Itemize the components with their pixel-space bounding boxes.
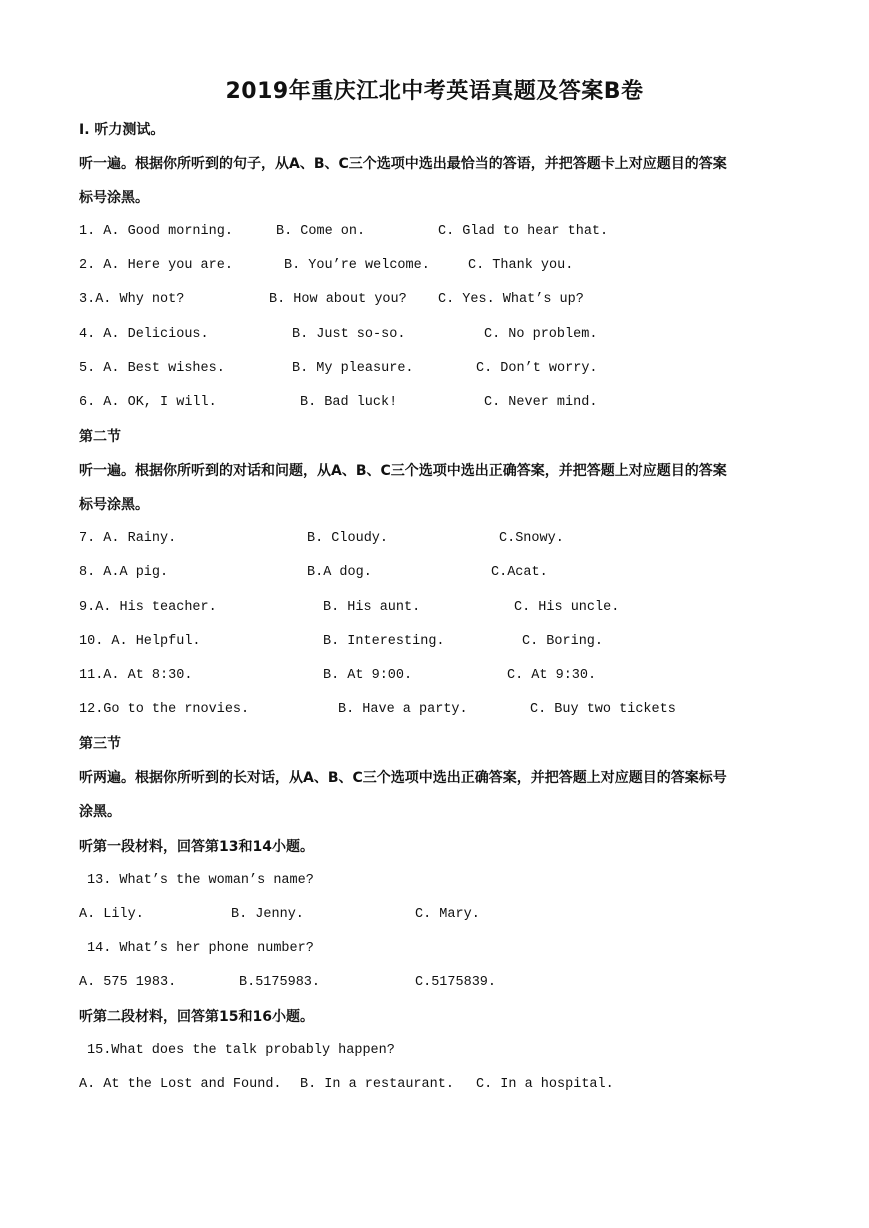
q12-option-c: C. Buy two tickets [530, 702, 676, 717]
section2-instruction-line1: 听一遍。根据你所听到的对话和问题，从A、B、C三个选项中选出正确答案，并把答题上对应题目的答案 [79, 463, 727, 479]
q13-option-a: A. Lily. [79, 907, 144, 922]
passage2-heading: 听第二段材料，回答第15和16小题。 [79, 1009, 314, 1025]
section2-heading: 第二节 [79, 429, 121, 445]
q9-option-c: C. His uncle. [514, 600, 620, 615]
q3-option-c: C. Yes. What’s up? [438, 292, 584, 307]
document-title: 2019年重庆江北中考英语真题及答案B卷 [225, 79, 644, 104]
q5-option-c: C. Don’t worry. [476, 361, 598, 376]
q1-option-c: C. Glad to hear that. [438, 224, 609, 239]
q7-option-b: B. Cloudy. [307, 531, 389, 546]
q5-option-b: B. My pleasure. [292, 361, 414, 376]
q14-option-b: B.5175983. [239, 975, 321, 990]
q15-option-b: B. In a restaurant. [300, 1077, 454, 1092]
q15-option-a: A. At the Lost and Found. [79, 1077, 282, 1092]
q2-option-b: B. You’re welcome. [284, 258, 430, 273]
q13-question: 13. What’s the woman’s name? [87, 873, 314, 888]
section1-instruction-line1: 听一遍。根据你所听到的句子，从A、B、C三个选项中选出最恰当的答语，并把答题卡上对应题目的答案 [79, 156, 727, 172]
q4-option-c: C. No problem. [484, 327, 598, 342]
q14-option-a: A. 575 1983. [79, 975, 177, 990]
section2-instruction-line2: 标号涂黑。 [79, 497, 149, 513]
q9-option-b: B. His aunt. [323, 600, 421, 615]
q1-option-b: B. Come on. [276, 224, 366, 239]
q8-option-c: C.Acat. [491, 565, 548, 580]
q3-option-a: 3.A. Why not? [79, 292, 185, 307]
q2-option-c: C. Thank you. [468, 258, 574, 273]
q2-option-a: 2. A. Here you are. [79, 258, 233, 273]
section1-instruction-line2: 标号涂黑。 [79, 190, 149, 206]
q1-option-a: 1. A. Good morning. [79, 224, 233, 239]
q4-option-a: 4. A. Delicious. [79, 327, 209, 342]
q3-option-b: B. How about you? [269, 292, 407, 307]
q14-option-c: C.5175839. [415, 975, 497, 990]
q12-option-a: 12.Go to the rnovies. [79, 702, 250, 717]
q11-option-a: 11.A. At 8:30. [79, 668, 193, 683]
q7-option-a: 7. A. Rainy. [79, 531, 177, 546]
q10-option-b: B. Interesting. [323, 634, 445, 649]
q4-option-b: B. Just so-so. [292, 327, 406, 342]
q9-option-a: 9.A. His teacher. [79, 600, 217, 615]
q10-option-c: C. Boring. [522, 634, 604, 649]
section3-instruction-line2: 涂黑。 [79, 804, 121, 820]
q12-option-b: B. Have a party. [338, 702, 468, 717]
q11-option-c: C. At 9:30. [507, 668, 597, 683]
q6-option-b: B. Bad luck! [300, 395, 398, 410]
section3-instruction-line1: 听两遍。根据你所听到的长对话，从A、B、C三个选项中选出正确答案，并把答题上对应题目的答案标号 [79, 770, 727, 786]
q5-option-a: 5. A. Best wishes. [79, 361, 225, 376]
q13-option-b: B. Jenny. [231, 907, 304, 922]
passage1-heading: 听第一段材料，回答第13和14小题。 [79, 839, 314, 855]
q8-option-b: B.A dog. [307, 565, 372, 580]
q6-option-c: C. Never mind. [484, 395, 598, 410]
q15-question: 15.What does the talk probably happen? [87, 1043, 395, 1058]
part-heading: I. 听力测试。 [79, 122, 165, 138]
q7-option-c: C.Snowy. [499, 531, 564, 546]
q10-option-a: 10. A. Helpful. [79, 634, 201, 649]
q6-option-a: 6. A. OK, I will. [79, 395, 217, 410]
q13-option-c: C. Mary. [415, 907, 480, 922]
q15-option-c: C. In a hospital. [476, 1077, 614, 1092]
q14-question: 14. What’s her phone number? [87, 941, 314, 956]
section3-heading: 第三节 [79, 736, 121, 752]
q8-option-a: 8. A.A pig. [79, 565, 169, 580]
q11-option-b: B. At 9:00. [323, 668, 413, 683]
